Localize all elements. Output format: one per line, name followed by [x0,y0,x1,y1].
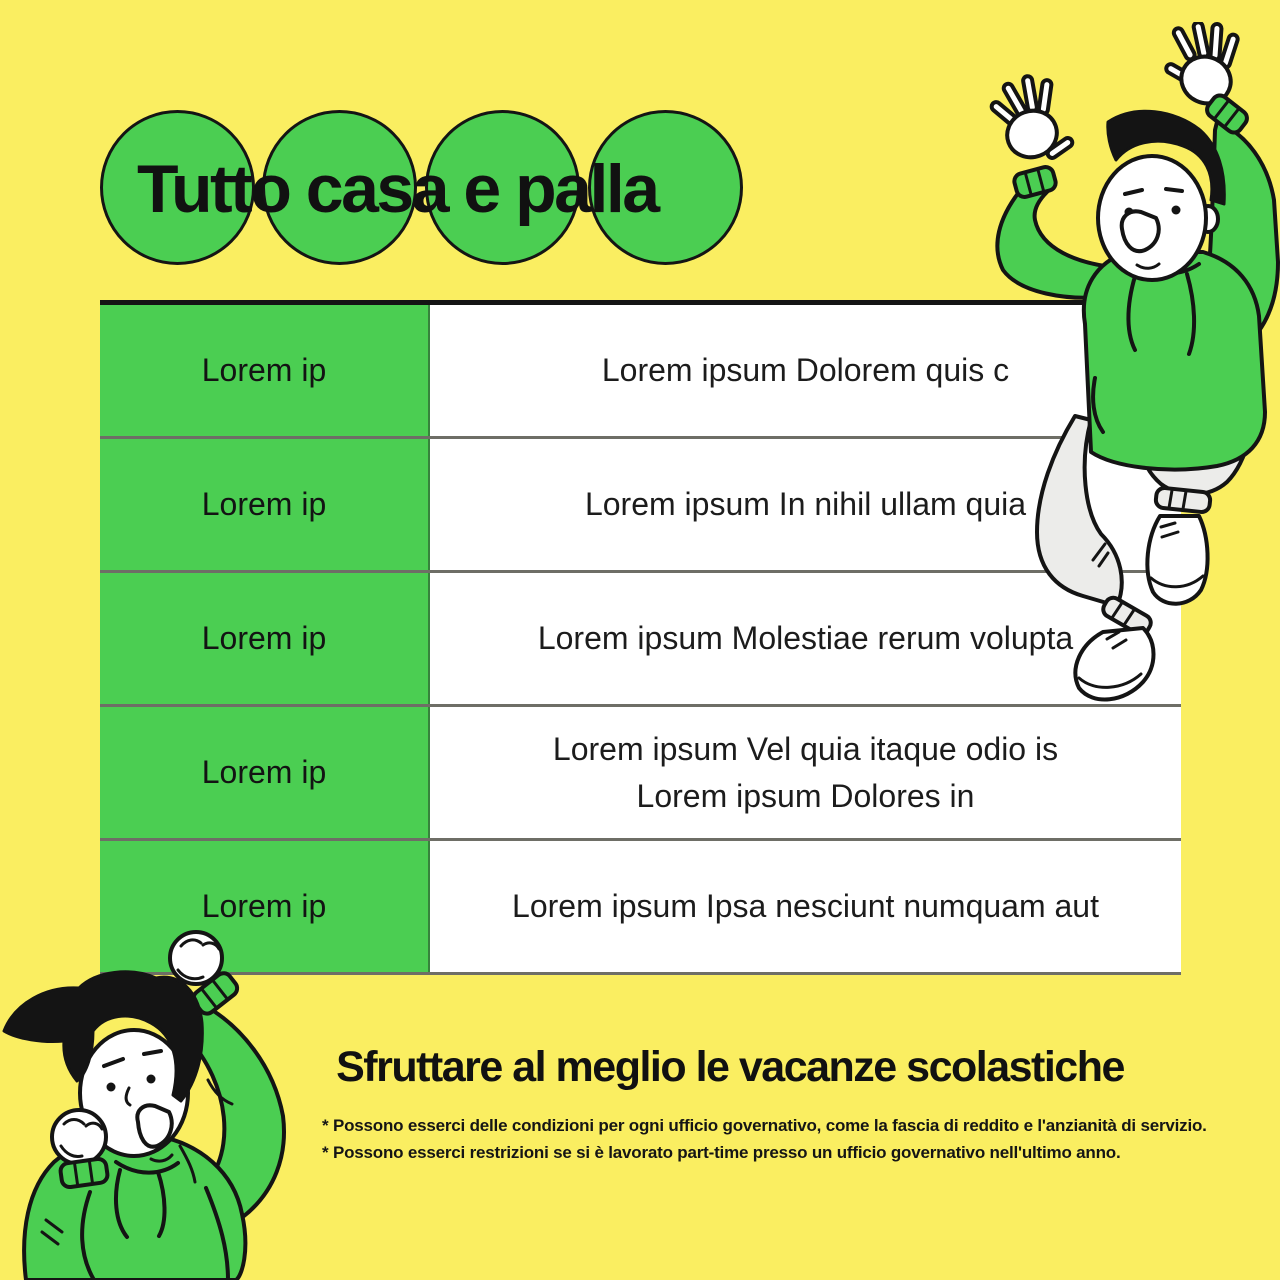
row-content-line: Lorem ipsum Dolores in [636,777,975,814]
row-content-line: Lorem ipsum Ipsa nesciunt numquam aut [512,888,1099,925]
row-label-cell [100,439,430,570]
row-label: Lorem ip [201,754,327,790]
row-label-cell [100,707,430,838]
footnote-2: * Possono esserci restrizioni se si è lavorato part-time presso un ufficio governativo nell'ultimo anno. [322,1143,1121,1162]
row-label-cell [100,305,430,436]
row-content-line: Lorem ipsum Molestiae rerum volupta [537,620,1074,657]
footnote-1: * Possono esserci delle condizioni per ogni ufficio governativo, come la fascia di reddito e l'anzianità di servizio. [322,1116,1207,1135]
row-content-cell [430,841,1181,972]
row-label: Lorem ip [201,888,327,924]
page-title: Tutto casa e palla [137,151,658,227]
jumping-boy-illustration [975,22,1280,710]
row-content-line: Lorem ipsum Dolorem quis c [601,352,1010,389]
table-row [100,707,1181,841]
row-content-line: Lorem ipsum In nihil ullam quia [584,486,1027,523]
cheering-girl-illustration [0,930,300,1280]
row-label-cell [100,573,430,704]
row-label: Lorem ip [201,620,327,656]
footnotes [322,1112,1207,1166]
row-label: Lorem ip [201,486,327,522]
row-label: Lorem ip [201,352,327,388]
row-content-cell [430,707,1181,838]
footer-heading: Sfruttare al meglio le vacanze scolastiche [336,1043,1124,1091]
row-content-line: Lorem ipsum Vel quia itaque odio is [552,731,1059,768]
